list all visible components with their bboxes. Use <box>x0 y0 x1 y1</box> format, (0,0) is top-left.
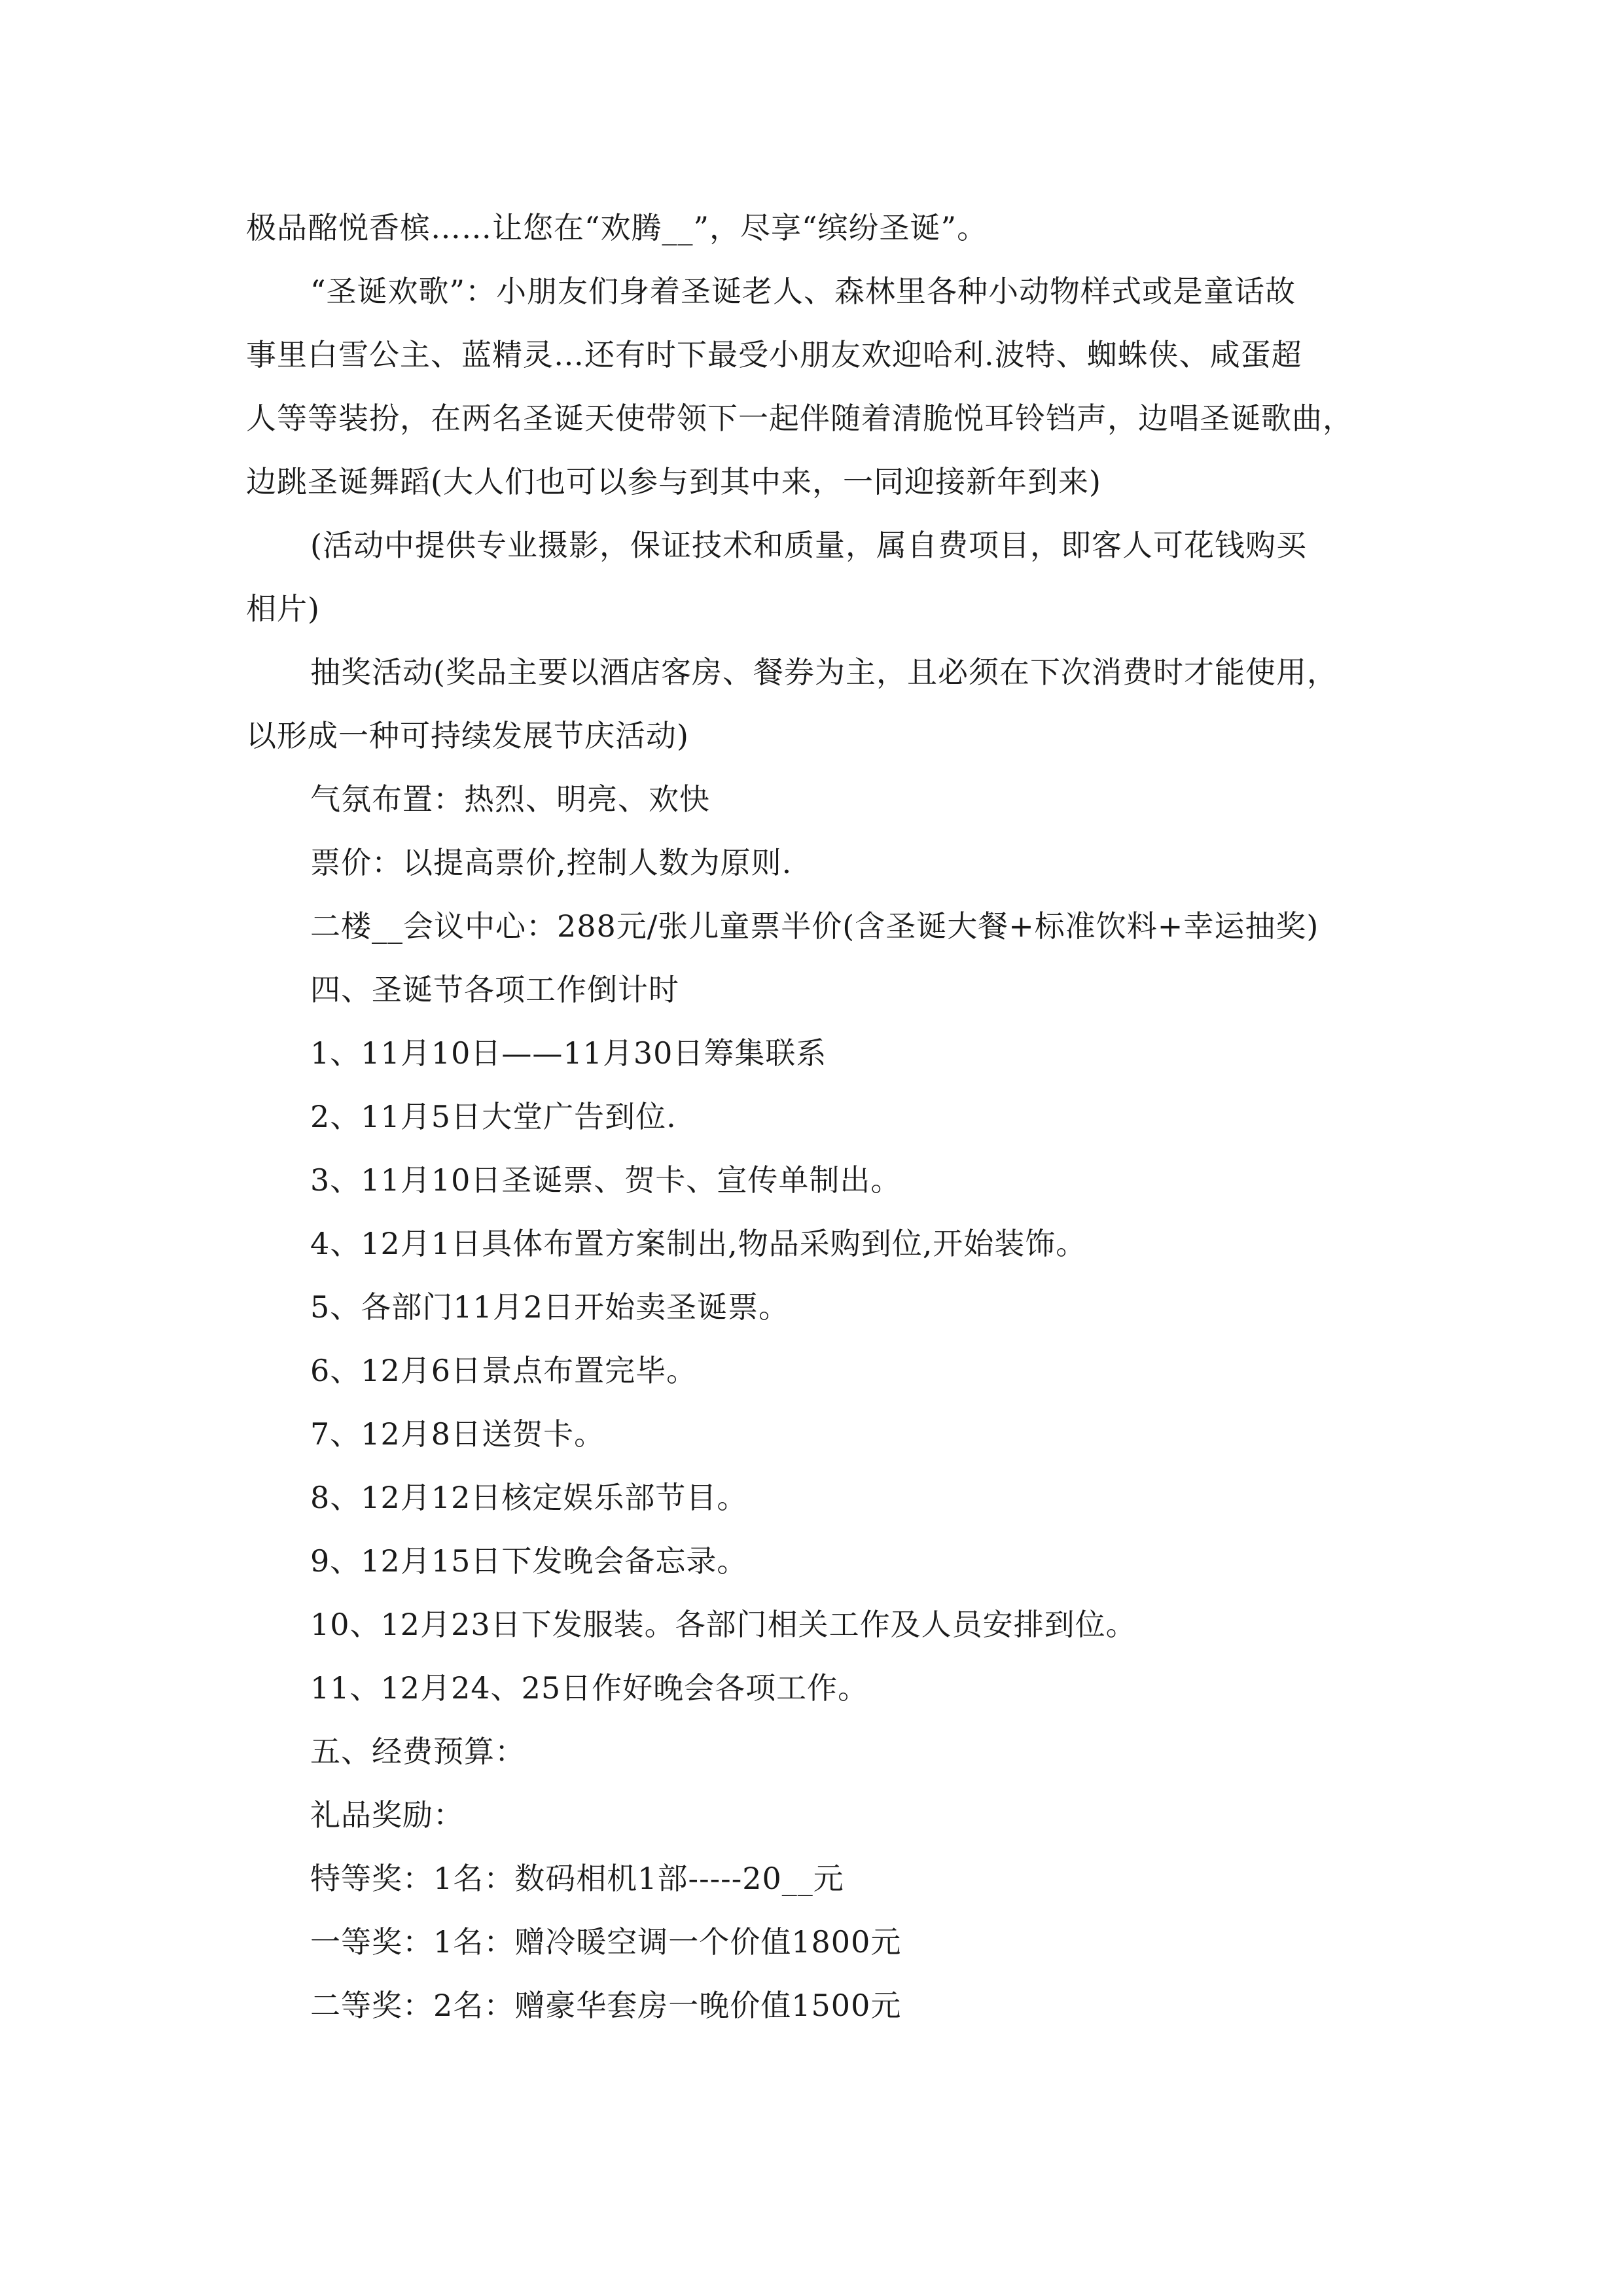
paragraph-line: 票价：以提高票价,控制人数为原则. <box>310 845 793 880</box>
list-item: 2、11月5日大堂广告到位. <box>310 1099 677 1134</box>
list-item: 8、12月12日核定娱乐部节目。 <box>310 1480 748 1515</box>
paragraph-line: (活动中提供专业摄影，保证技术和质量，属自费项目，即客人可花钱购买 <box>310 528 1307 563</box>
list-item: 10、12月23日下发服装。各部门相关工作及人员安排到位。 <box>310 1607 1137 1642</box>
paragraph-line: 事里白雪公主、蓝精灵…还有时下最受小朋友欢迎哈利.波特、蜘蛛侠、咸蛋超 <box>246 337 1302 372</box>
document-body <box>246 196 1385 2037</box>
list-item: 4、12月1日具体布置方案制出,物品采购到位,开始装饰。 <box>310 1226 1087 1261</box>
paragraph-line: 抽奖活动(奖品主要以酒店客房、餐券为主，且必须在下次消费时才能使用， <box>310 655 1338 690</box>
list-item: 二等奖：2名：赠豪华套房一晚价值1500元 <box>310 1988 902 2023</box>
list-item: 5、各部门11月2日开始卖圣诞票。 <box>310 1289 790 1325</box>
paragraph-line: 人等等装扮，在两名圣诞天使带领下一起伴随着清脆悦耳铃铛声，边唱圣诞歌曲， <box>246 401 1353 436</box>
paragraph-line: 以形成一种可持续发展节庆活动) <box>246 718 689 753</box>
list-item: 6、12月6日景点布置完毕。 <box>310 1353 698 1388</box>
section-heading: 五、经费预算： <box>310 1734 526 1769</box>
list-item: 1、11月10日——11月30日筹集联系 <box>310 1035 827 1071</box>
paragraph-line: 相片) <box>246 591 320 626</box>
section-heading: 四、圣诞节各项工作倒计时 <box>310 972 679 1007</box>
paragraph-line: 边跳圣诞舞蹈(大人们也可以参与到其中来，一同迎接新年到来) <box>246 464 1101 499</box>
list-item: 一等奖：1名：赠冷暖空调一个价值1800元 <box>310 1924 902 1960</box>
list-item: 7、12月8日送贺卡。 <box>310 1416 605 1452</box>
paragraph-line: 气氛布置：热烈、明亮、欢快 <box>310 781 710 817</box>
list-item: 11、12月24、25日作好晚会各项工作。 <box>310 1670 869 1706</box>
list-item: 特等奖：1名：数码相机1部-----20__元 <box>310 1861 844 1896</box>
paragraph-line: 极品酩悦香槟……让您在“欢腾__”，尽享“缤纷圣诞”。 <box>246 210 988 245</box>
paragraph-line: “圣诞欢歌”：小朋友们身着圣诞老人、森林里各种小动物样式或是童话故 <box>310 274 1296 309</box>
list-item: 3、11月10日圣诞票、贺卡、宣传单制出。 <box>310 1162 902 1198</box>
list-item: 9、12月15日下发晚会备忘录。 <box>310 1543 748 1579</box>
paragraph-line: 二楼__会议中心：288元/张儿童票半价(含圣诞大餐+标准饮料+幸运抽奖) <box>310 908 1319 944</box>
paragraph-line: 礼品奖励： <box>310 1797 464 1833</box>
